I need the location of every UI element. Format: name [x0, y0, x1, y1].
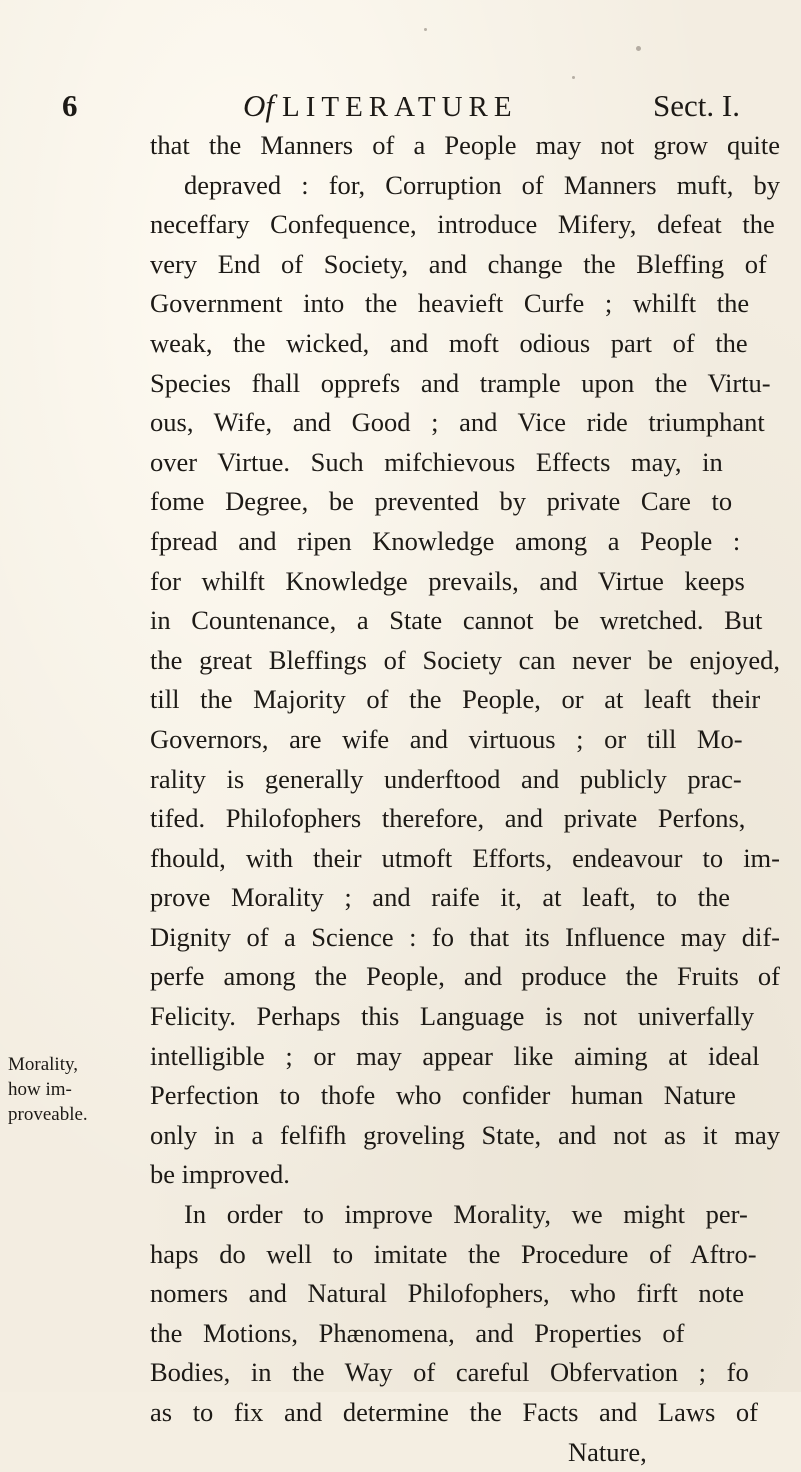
text-line: neceffary Confequence, introduce Mifery, defeat the: [150, 209, 775, 240]
running-title-word: LITERATURE: [282, 91, 518, 123]
text-line: the great Bleffings of Society can never be enjoyed,: [150, 644, 780, 675]
text-line: Species fhall opprefs and trample upon the Virtu-: [150, 367, 771, 398]
text-line: only in a felfifh groveling State, and not as it may: [150, 1119, 780, 1150]
text-line: that the Manners of a People may not grow quite: [150, 130, 780, 160]
text-line: tifed. Philofophers therefore, and private Perfons,: [150, 803, 746, 834]
text-line: Government into the heavieft Curfe ; whilft the: [150, 288, 750, 319]
text-line: Felicity. Perhaps this Language is not univerfally: [150, 1001, 755, 1032]
text-line: Perfection to thofe who confider human Nature: [150, 1080, 736, 1111]
text-line: haps do well to imitate the Procedure of Aftro-: [150, 1238, 757, 1269]
text-line: Dignity of a Science : fo that its Influence may dif-: [150, 921, 780, 952]
text-line: prove Morality ; and raife it, at leaft, to the: [150, 882, 731, 913]
text-line: fpread and ripen Knowledge among a People :: [150, 525, 741, 556]
text-line: over Virtue. Such mifchievous Effects may, in: [150, 446, 723, 477]
text-line: for whilft Knowledge prevails, and Virtue keeps: [150, 565, 745, 596]
text-line: perfe among the People, and produce the Fruits of: [150, 961, 780, 992]
running-title-of: Of: [243, 88, 274, 123]
text-line: depraved : for, Corruption of Manners muft, by: [184, 169, 780, 200]
text-line: ous, Wife, and Good ; and Vice ride triumphant: [150, 407, 765, 438]
running-title: [243, 88, 518, 124]
page-number: 6: [62, 88, 78, 123]
section-mark: Sect. I.: [653, 88, 740, 123]
text-line: nomers and Natural Philofophers, who firft note: [150, 1278, 745, 1309]
text-line: fhould, with their utmoft Efforts, endeavour to im-: [150, 842, 780, 873]
text-line: intelligible ; or may appear like aiming at ideal: [150, 1040, 760, 1071]
text-line: rality is generally underftood and publicly prac-: [150, 763, 742, 794]
catchword: Nature,: [568, 1436, 647, 1467]
text-line: fome Degree, be prevented by private Care to: [150, 486, 733, 517]
margin-note-line: proveable.: [8, 1104, 88, 1125]
paper-speck: [572, 76, 575, 79]
text-line: as to fix and determine the Facts and Laws of: [150, 1397, 759, 1427]
margin-note: [8, 1052, 148, 1127]
text-line: In order to improve Morality, we might per-: [184, 1199, 748, 1230]
margin-note-line: Morality,: [8, 1054, 79, 1075]
text-line: the Motions, Phænomena, and Properties of: [150, 1317, 685, 1348]
body-text: [150, 126, 780, 1472]
text-line: in Countenance, a State cannot be wretched. But: [150, 605, 763, 636]
text-line: very End of Society, and change the Bleffing of: [150, 248, 767, 279]
text-line: till the Majority of the People, or at leaft their: [150, 684, 761, 715]
text-line: Governors, are wife and virtuous ; or till Mo-: [150, 723, 743, 754]
text-line: be improved.: [150, 1159, 290, 1190]
text-line: weak, the wicked, and moft odious part of the: [150, 327, 748, 358]
paper-speck: [636, 46, 641, 51]
text-line: Bodies, in the Way of careful Obfervation ; fo: [150, 1357, 749, 1388]
paper-speck: [424, 28, 427, 31]
margin-note-line: how im-: [8, 1079, 72, 1100]
